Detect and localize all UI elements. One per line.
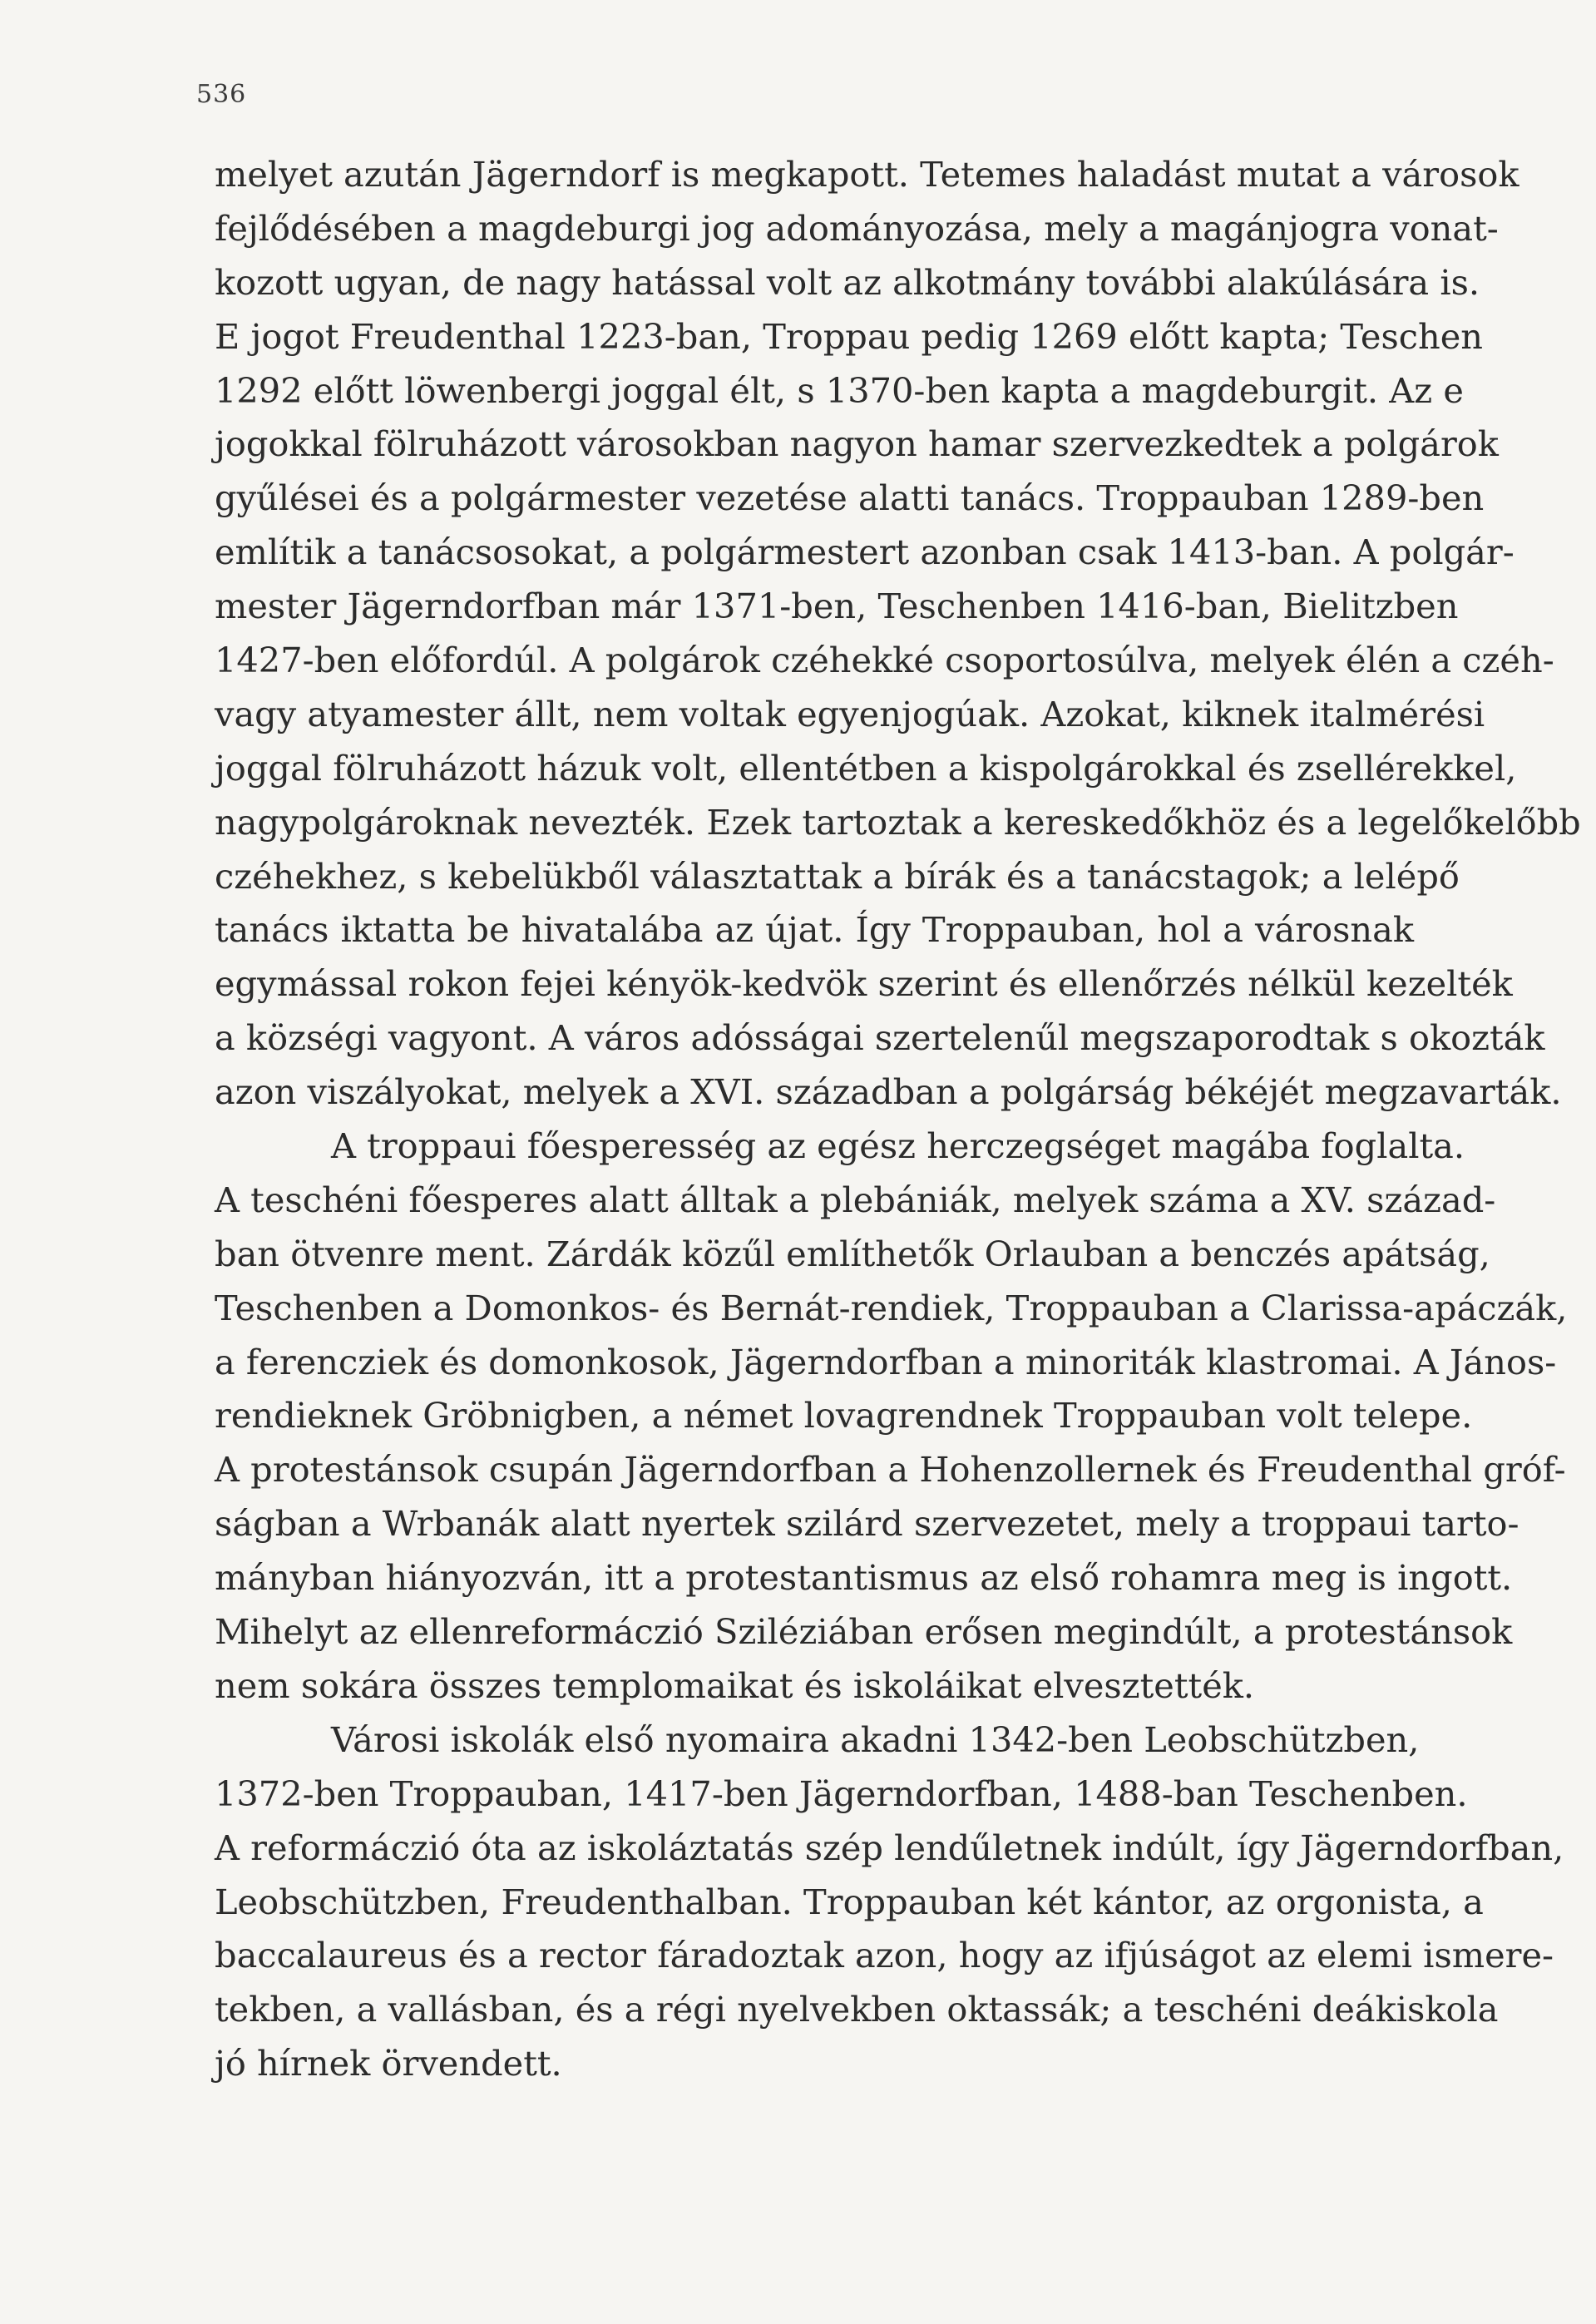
text-line: Teschenben a Domonkos- és Bernát-rendiek, Troppauban a Clarissa-apáczák,: [215, 1287, 1568, 1328]
text-line: tanács iktatta be hivatalába az újat. Így Troppauban, hol a városnak: [215, 909, 1414, 951]
text-line: mányban hiányozván, itt a protestantismus az első rohamra meg is ingott.: [215, 1557, 1513, 1599]
text-line: 1427-ben előfordúl. A polgárok czéhekké csoportosúlva, melyek élén a czéh-: [215, 640, 1554, 681]
text-line: Leobschützben, Freudenthalban. Troppauban két kántor, az orgonista, a: [215, 1881, 1484, 1922]
text-line: említik a tanácsosokat, a polgármestert azonban csak 1413-ban. A polgár-: [215, 532, 1514, 573]
text-line: gyűlései és a polgármester vezetése alatti tanács. Troppauban 1289-ben: [215, 477, 1485, 519]
body-text: [215, 148, 1581, 2091]
text-line: egymással rokon fejei kényök-kedvök szerint és ellenőrzés nélkül kezelték: [215, 963, 1513, 1005]
text-line: a ferencziek és domonkosok, Jägerndorfban a minoriták klastromai. A János-: [215, 1341, 1557, 1382]
text-line: A troppaui főesperesség az egész herczegséget magába foglalta.: [331, 1125, 1465, 1167]
text-line: nagypolgároknak nevezték. Ezek tartoztak a kereskedőkhöz és a legelőkelőbb: [215, 801, 1581, 843]
text-line: E jogot Freudenthal 1223-ban, Troppau pedig 1269 előtt kapta; Teschen: [215, 315, 1484, 357]
text-line: baccalaureus és a rector fáradoztak azon, hogy az ifjúságot az elemi ismere-: [215, 1935, 1554, 1976]
text-line: azon viszályokat, melyek a XVI. században a polgárság békéjét megzavarták.: [215, 1071, 1562, 1113]
page-number: 536: [196, 80, 247, 109]
text-line: 1292 előtt löwenbergi joggal élt, s 1370-ben kapta a magdeburgit. Az e: [215, 369, 1464, 411]
text-line: kozott ugyan, de nagy hatással volt az alkotmány további alakúlására is.: [215, 261, 1480, 303]
text-line: jó hírnek örvendett.: [215, 2043, 562, 2084]
text-line: jogokkal fölruházott városokban nagyon hamar szervezkedtek a polgárok: [215, 423, 1499, 465]
text-line: A protestánsok csupán Jägerndorfban a Hohenzollernek és Freudenthal gróf-: [215, 1449, 1566, 1491]
text-line: a községi vagyont. A város adósságai szertelenűl megszaporodtak s okozták: [215, 1017, 1545, 1059]
text-line: tekben, a vallásban, és a régi nyelvekben oktassák; a teschéni deákiskola: [215, 1989, 1499, 2030]
text-line: ban ötvenre ment. Zárdák közűl említhetők Orlauban a benczés apátság,: [215, 1233, 1490, 1274]
text-line: mester Jägerndorfban már 1371-ben, Teschenben 1416-ban, Bielitzben: [215, 586, 1459, 627]
text-line: ságban a Wrbanák alatt nyertek szilárd szervezetet, mely a troppaui tarto-: [215, 1503, 1519, 1545]
text-line: Városi iskolák első nyomaira akadni 1342-ben Leobschützben,: [331, 1718, 1420, 1760]
text-line: melyet azután Jägerndorf is megkapott. Tetemes haladást mutat a városok: [215, 154, 1519, 195]
text-line: 1372-ben Troppauban, 1417-ben Jägerndorfban, 1488-ban Teschenben.: [215, 1773, 1468, 1814]
text-line: vagy atyamester állt, nem voltak egyenjogúak. Azokat, kiknek italmérési: [215, 693, 1485, 734]
text-line: rendieknek Gröbnigben, a német lovagrendnek Troppauban volt telepe.: [215, 1395, 1473, 1436]
text-line: A teschéni főesperes alatt álltak a plebániák, melyek száma a XV. század-: [215, 1179, 1496, 1220]
text-line: joggal fölruházott házuk volt, ellentétben a kispolgárokkal és zsellérekkel,: [215, 747, 1517, 789]
text-line: A reformáczió óta az iskoláztatás szép lendűletnek indúlt, így Jägerndorfban,: [215, 1827, 1564, 1868]
text-line: nem sokára összes templomaikat és iskoláikat elvesztették.: [215, 1664, 1255, 1706]
text-line: czéhekhez, s kebelükből választattak a bírák és a tanácstagok; a lelépő: [215, 855, 1460, 897]
text-line: fejlődésében a magdeburgi jog adományozása, mely a magánjogra vonat-: [215, 207, 1499, 249]
text-line: Mihelyt az ellenreformáczió Sziléziában erősen megindúlt, a protestánsok: [215, 1611, 1513, 1653]
